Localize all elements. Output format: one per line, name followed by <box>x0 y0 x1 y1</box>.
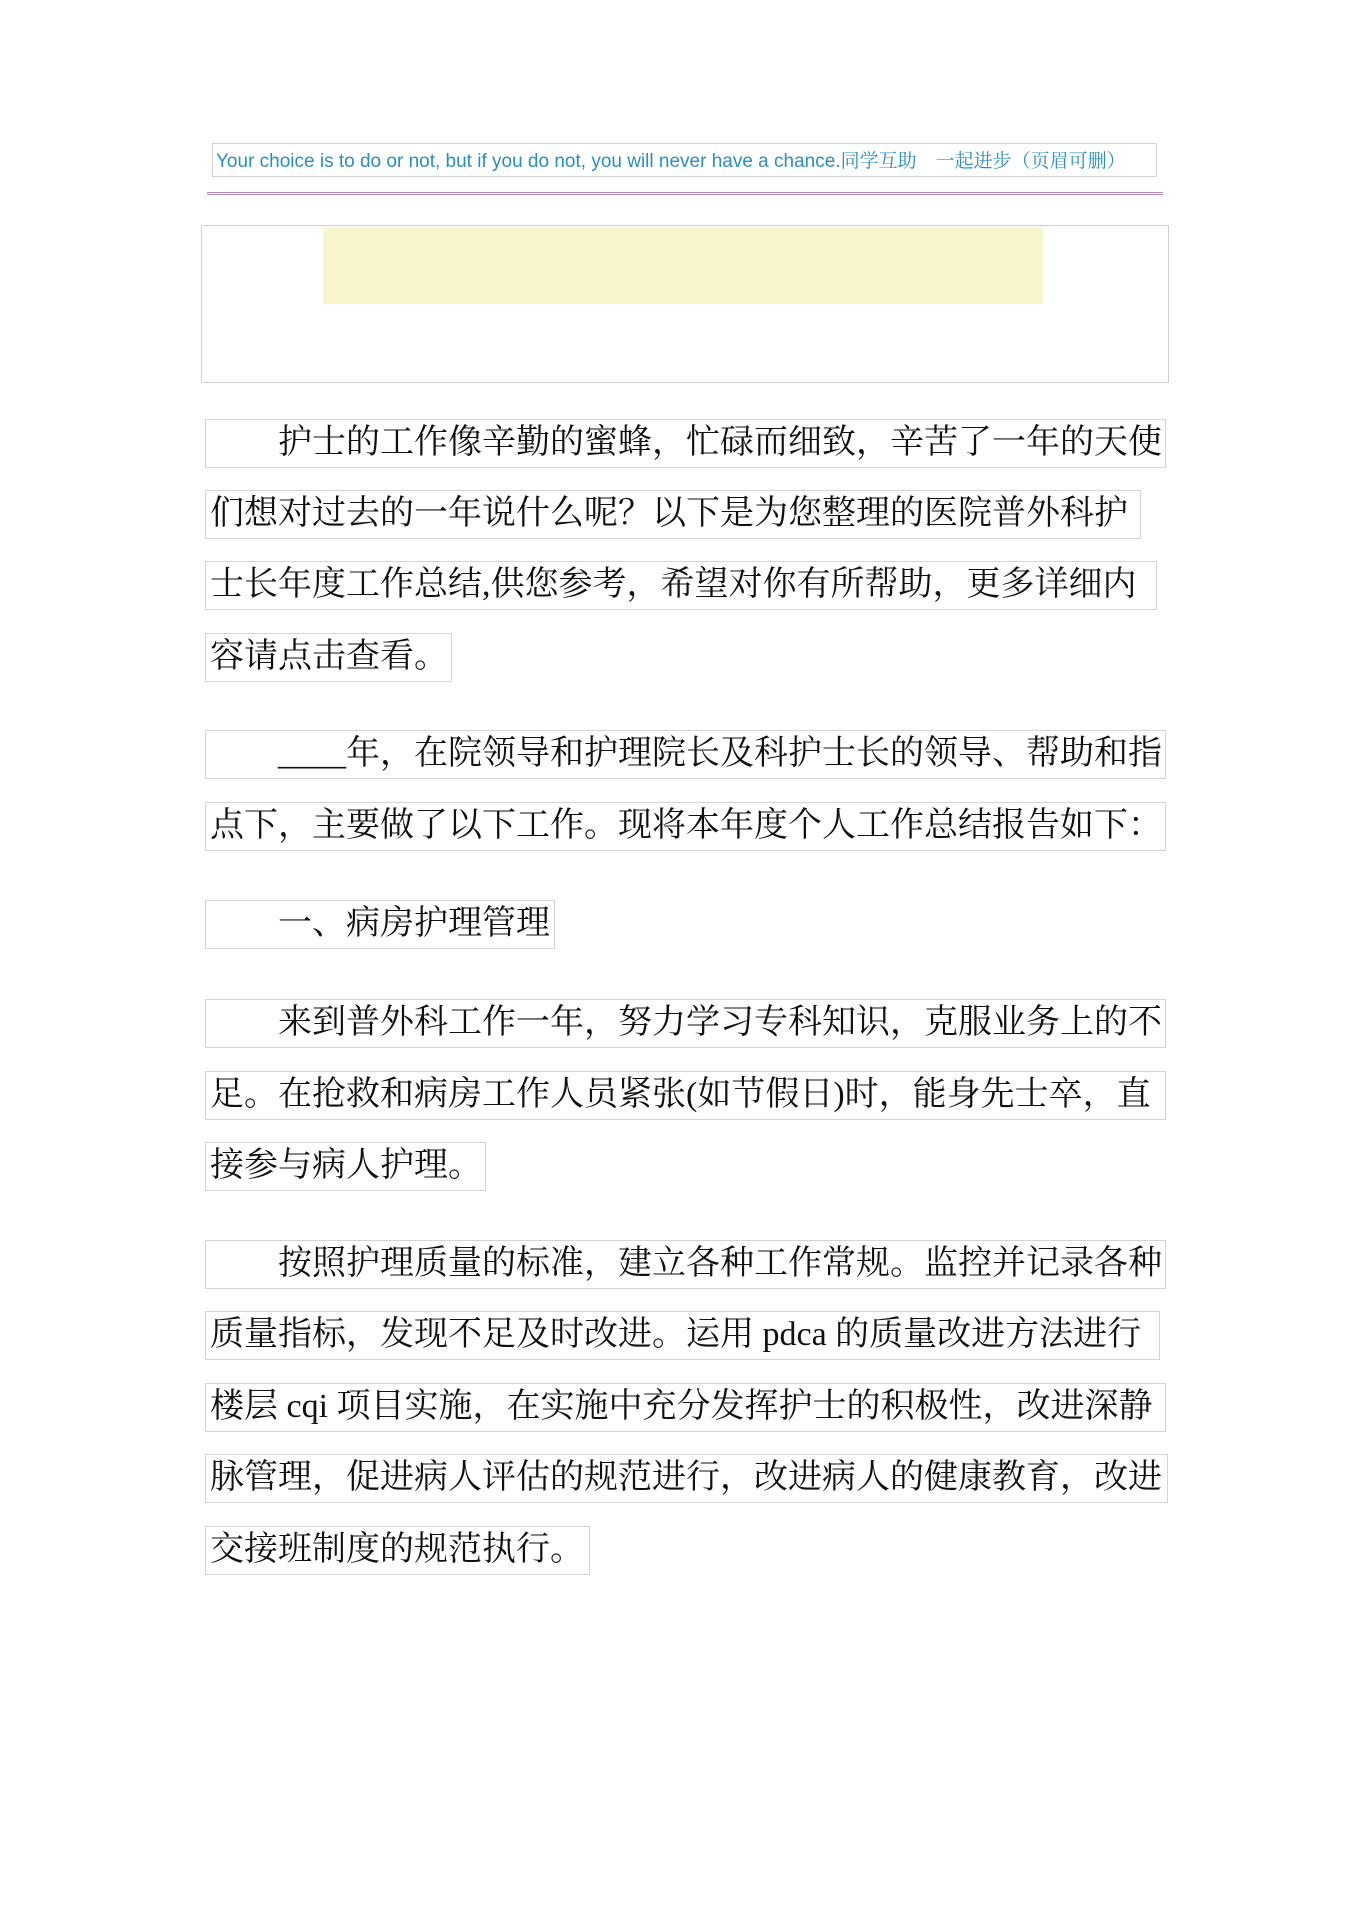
paragraph-3-line-3: 接参与病人护理。 <box>205 1142 486 1191</box>
page-header-text: Your choice is to do or not, but if you do not, you will never have a chance.同学互助 一起进步（页眉可删） <box>216 151 1126 172</box>
paragraph-4-line-1: 按照护理质量的标准，建立各种工作常规。监控并记录各种 <box>205 1240 1166 1289</box>
paragraph-2-line-2: 点下，主要做了以下工作。现将本年度个人工作总结报告如下： <box>205 802 1166 851</box>
paragraph-2-line-1: ____年，在院领导和护理院长及科护士长的领导、帮助和指 <box>205 730 1166 779</box>
paragraph-4-line-4: 脉管理，促进病人评估的规范进行，改进病人的健康教育，改进 <box>205 1454 1168 1503</box>
paragraph-1-line-3: 士长年度工作总结,供您参考，希望对你有所帮助，更多详细内 <box>205 561 1157 610</box>
paragraph-4-line-3: 楼层 cqi 项目实施，在实施中充分发挥护士的积极性，改进深静 <box>205 1383 1166 1432</box>
section-heading: 一、病房护理管理 <box>205 900 555 949</box>
paragraph-1-line-4: 容请点击查看。 <box>205 633 452 682</box>
paragraph-3-line-2: 足。在抢救和病房工作人员紧张(如节假日)时，能身先士卒，直 <box>205 1071 1166 1120</box>
paragraph-4-line-5: 交接班制度的规范执行。 <box>205 1526 590 1575</box>
paragraph-1-line-1: 护士的工作像辛勤的蜜蜂，忙碌而细致，辛苦了一年的天使 <box>205 419 1166 468</box>
paragraph-3-line-1: 来到普外科工作一年，努力学习专科知识，克服业务上的不 <box>205 999 1166 1048</box>
paragraph-4-line-2: 质量指标，发现不足及时改进。运用 pdca 的质量改进方法进行 <box>205 1311 1160 1360</box>
header-double-rule <box>207 192 1163 195</box>
title-highlight <box>323 227 1043 304</box>
paragraph-1-line-2: 们想对过去的一年说什么呢？以下是为您整理的医院普外科护 <box>205 490 1141 539</box>
